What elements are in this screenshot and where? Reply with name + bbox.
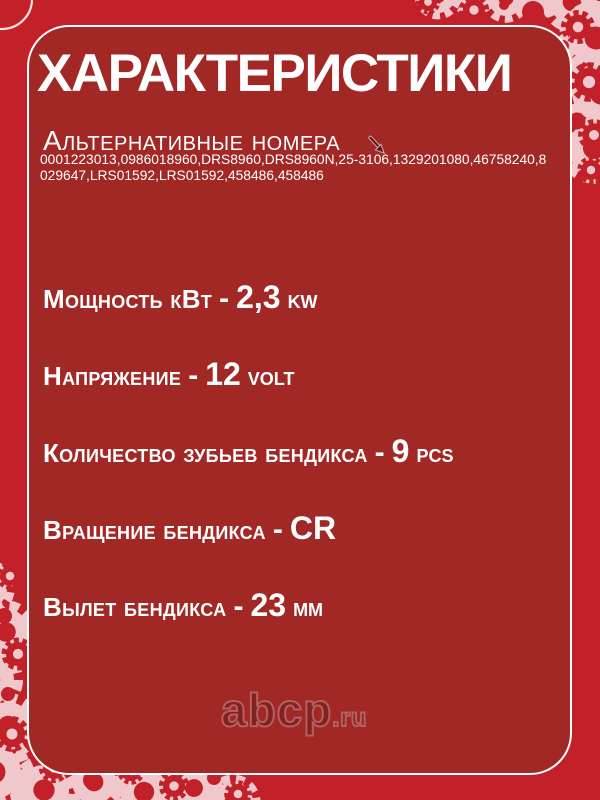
alt-numbers-heading[interactable]: Альтернативные номера bbox=[43, 125, 341, 156]
spec-value: CR bbox=[289, 510, 337, 546]
spec-value: 9 bbox=[391, 433, 410, 469]
watermark-name: abcp bbox=[221, 684, 333, 736]
specs-list bbox=[43, 281, 453, 666]
spec-row-protrusion bbox=[43, 589, 453, 622]
spec-separator: - bbox=[188, 359, 199, 392]
spec-label: Вылет бендикса bbox=[43, 592, 227, 622]
spec-value: 12 bbox=[205, 356, 241, 392]
alt-numbers-list: 0001223013,0986018960,DRS8960,DRS8960N,25-3106,1329201080,46758240,8029647,LRS01592,LRS01592,458486,458486 bbox=[40, 152, 547, 184]
watermark-abcp bbox=[221, 683, 367, 737]
spec-separator: - bbox=[219, 282, 230, 315]
spec-unit: pcs bbox=[416, 438, 454, 468]
spec-unit: kw bbox=[287, 284, 318, 314]
spec-label: Напряжение bbox=[43, 361, 182, 391]
spec-row-voltage bbox=[43, 358, 453, 391]
spec-separator: - bbox=[374, 436, 385, 469]
page-title: ХАРАКТЕРИСТИКИ bbox=[37, 44, 512, 103]
spec-label: Количество зубьев бендикса bbox=[43, 438, 368, 468]
spec-row-power bbox=[43, 281, 453, 314]
spec-label: Мощность кВт bbox=[43, 284, 213, 314]
watermark-tld: .ru bbox=[332, 704, 368, 732]
spec-separator: - bbox=[233, 590, 244, 623]
spec-card bbox=[27, 25, 572, 775]
spec-row-rotation bbox=[43, 512, 453, 545]
spec-value: 2,3 bbox=[236, 279, 281, 315]
spec-value: 23 bbox=[250, 587, 287, 623]
spec-row-teeth bbox=[43, 435, 453, 468]
spec-separator: - bbox=[272, 513, 283, 546]
spec-label: Вращение бендикса bbox=[43, 515, 266, 545]
spec-unit: мм bbox=[293, 592, 324, 622]
spec-unit: volt bbox=[247, 361, 295, 391]
